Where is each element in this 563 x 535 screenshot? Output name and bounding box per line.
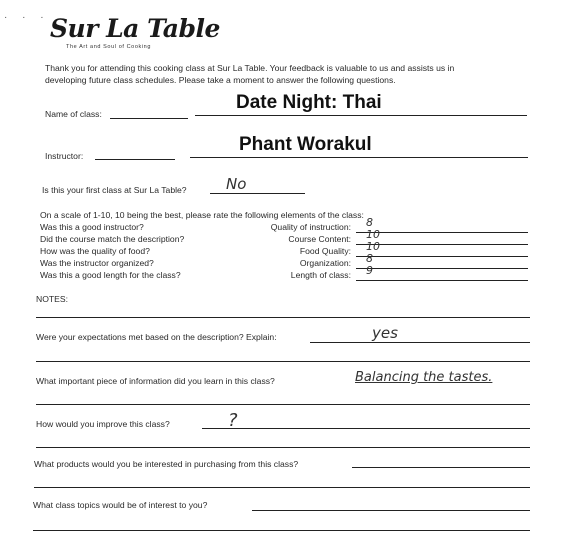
class-name-line xyxy=(195,115,527,116)
scan-marks: · · · xyxy=(4,12,50,23)
topics-label: What class topics would be of interest to you? xyxy=(33,500,208,510)
expectations-label: Were your expectations met based on the description? Explain: xyxy=(36,332,277,342)
rating-question: How was the quality of food? xyxy=(40,246,150,256)
rating-question: Was this a good length for the class? xyxy=(40,270,181,280)
rating-value: 10 xyxy=(366,228,380,241)
improve-line-2 xyxy=(36,447,530,448)
intro-line-1: Thank you for attending this cooking class at Sur La Table. Your feedback is valuable to us and assists us in xyxy=(45,63,455,73)
intro-line-2: developing future class schedules. Please take a moment to answer the following questions. xyxy=(45,75,396,85)
topics-line xyxy=(252,510,530,511)
improve-label: How would you improve this class? xyxy=(36,419,170,429)
instructor-value: Phant Worakul xyxy=(239,134,372,155)
rating-line xyxy=(356,280,528,281)
rating-line xyxy=(356,256,528,257)
rating-question: Did the course match the description? xyxy=(40,234,185,244)
learn-label: What important piece of information did you learn in this class? xyxy=(36,376,275,386)
class-name-line-short xyxy=(110,118,188,119)
learn-line-2 xyxy=(36,404,530,405)
rating-line xyxy=(356,268,528,269)
ratings-intro: On a scale of 1-10, 10 being the best, please rate the following elements of the class: xyxy=(40,210,364,220)
brand-tagline: The Art and Soul of Cooking xyxy=(66,44,151,50)
learn-answer: Balancing the tastes. xyxy=(355,370,493,385)
products-label: What products would you be interested in purchasing from this class? xyxy=(34,459,299,469)
instructor-line-short xyxy=(95,159,175,160)
rating-line xyxy=(356,232,528,233)
expectations-line xyxy=(310,342,530,343)
rating-question: Was the instructor organized? xyxy=(40,258,154,268)
products-line-2 xyxy=(34,487,530,488)
instructor-label: Instructor: xyxy=(45,151,84,161)
products-line xyxy=(352,467,530,468)
class-name-value: Date Night: Thai xyxy=(236,92,382,113)
first-class-line xyxy=(210,193,305,194)
rating-label: Quality of instruction: xyxy=(270,222,351,232)
rating-label: Course Content: xyxy=(288,234,351,244)
expectations-line-2 xyxy=(36,361,530,362)
notes-line xyxy=(36,317,530,318)
class-name-label: Name of class: xyxy=(45,109,102,119)
rating-value: 10 xyxy=(366,240,380,253)
rating-label: Length of class: xyxy=(290,270,351,280)
rating-label: Organization: xyxy=(299,258,351,268)
rating-label: Food Quality: xyxy=(299,246,351,256)
rating-question: Was this a good instructor? xyxy=(40,222,144,232)
brand-logo: Sur La Table xyxy=(50,14,220,43)
improve-answer: ? xyxy=(228,410,238,431)
rating-line xyxy=(356,244,528,245)
first-class-answer: No xyxy=(226,175,247,193)
rating-value: 9 xyxy=(366,264,373,277)
improve-line xyxy=(202,428,530,429)
notes-label: NOTES: xyxy=(36,294,68,304)
rating-value: 8 xyxy=(366,252,373,265)
rating-value: 8 xyxy=(366,216,373,229)
expectations-answer: yes xyxy=(372,324,398,342)
first-class-label: Is this your first class at Sur La Table? xyxy=(42,185,187,195)
topics-line-2 xyxy=(33,530,530,531)
instructor-line xyxy=(190,157,528,158)
